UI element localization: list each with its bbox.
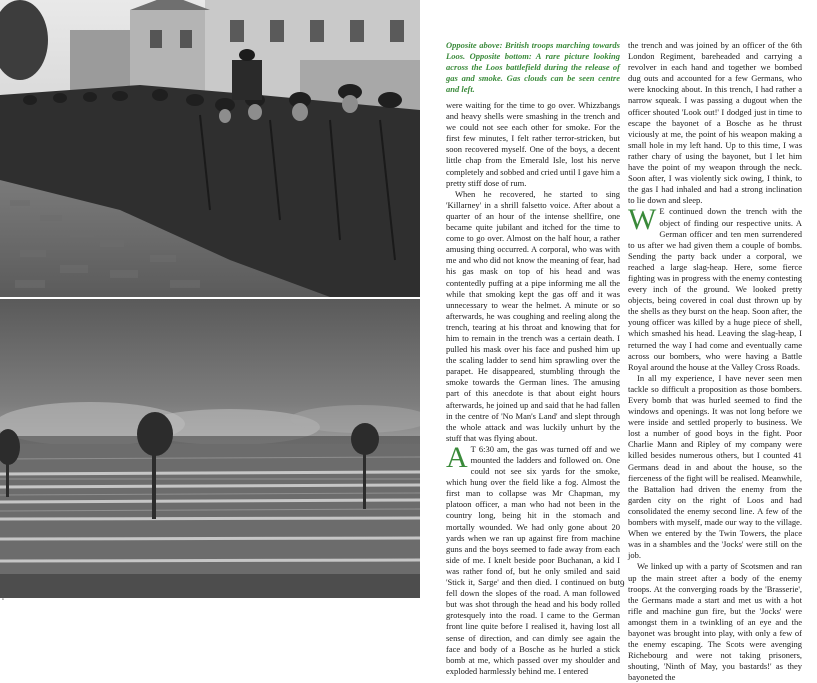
troops-marching-image xyxy=(0,0,420,297)
photo-loos-battlefield-gas xyxy=(0,299,420,598)
page-number: 9 xyxy=(620,579,625,589)
dropcap-a: A xyxy=(446,440,468,474)
left-paragraph-1: were waiting for the time to go over. Whizzbangs and heavy shells were smashing in the trench and we could not see each other for smoke. For the first few minutes, I felt rather terror-stricken, but soon recovered myself. One of the boys, a decent little chap from the Emerald Isle, lost his nerve completely and sobbed and cried until I gave him a pretty stiff dose of rum. xyxy=(446,100,620,188)
photo-troops-marching xyxy=(0,0,420,297)
right-paragraph-3: In all my experience, I have never seen men tackle so difficult a proposition as those bombers. Every bomb that was hurled seemed to find the windows and openings. It was not long before we were inside and settled properly to business. We lost a number of good boys in the fight. Poor Charlie Mann and Ripley of my company were killed besides numerous others, but I counted 41 Germans dead in and about the house, so the fierceness of the fight will be realised. Meanwhile, the Battalion had driven the enemy from the garden city on the right of Loos and had consolidated the enemy second line. A few of the bombers with myself, made our way to the village. When we entered by the Twin Towers, the place was in a shambles and the 'Jocks' were still on the job. xyxy=(628,372,802,561)
left-paragraph-2: When he recovered, he started to sing 'Killarney' in a shrill falsetto voice. After about a quarter of an hour of the intense shellfire, one became quite jubilant and itched for the time to come to go over. Almost on the half hour, a rather amusing thing occurred. A corporal, who was with me and who did not know the meaning of fear, had his gas mask on top of his head and was contentedly puffing at a pipe informing me all the while that smoking kept the gas off and it was unnecessary to wear the helmet. A minute or so afterwards, he was coughing and reeling along the trench, tearing at his throat and knowing that for him to remain in the trench was a certain death. I pulled his mask over his face and pushed him up the scaling ladder to send him sprawling over the parapet. He disappeared, stumbling through the smoke towards the German lines. The amusing part of this anecdote is that about eight hours afterwards, he joined up and said that he had fallen in the centre of 'No Man's Land' and slept through the whole attack and was luckily unhurt by the stuff that was flying about. xyxy=(446,188,620,443)
right-paragraph-1: the trench and was joined by an officer of the 6th London Regiment, bareheaded and carrying a revolver in each hand and together we bombed dug outs and accounted for a few Germans, who were knocking about. In this trench, I had rather a narrow squeak. I was passing a dugout when the officer shouted 'Look out!' I dodged just in time to escape the bayonet of a Bosche as he thrust viciously at me, the point of his weapon making a small hole in my left hand. Up to this time, I was rather chary of using the bayonet, but I let him have the point of my weapon through the neck. Soon after, I was violently sick owing, I think, to the gas I had inhaled and had a strong inclination to lie down and sleep. xyxy=(628,40,802,206)
battlefield-gas-image xyxy=(0,299,420,598)
text-column-right xyxy=(628,40,802,683)
photo-gutter xyxy=(420,0,423,603)
right-paragraph-2 xyxy=(628,203,802,372)
footer-mark: l xyxy=(2,594,4,602)
photo-caption: Opposite above: British troops marching towards Loos. Opposite bottom: A rare picture looking across the Loos battlefield during the release of gas and smoke. Gas clouds can be seen centre and left. xyxy=(446,40,620,94)
left-paragraph-3 xyxy=(446,440,620,677)
left-paragraph-3-text: T 6:30 am, the gas was turned off and we mounted the ladders and followed on. One could not see six yards for the smoke, which hung over the field like a fog. Almost the first man to collapse was Mr Chapman, my platoon officer, a man who had not been in the country long, being hit in the stomach and mortally wounded. We had only gone about 20 yards when we ran up against fire from machine guns and the boys seemed to fade away from each side of me. I knelt beside poor Buchanan, a kid I was rather fond of, but he only smiled and said 'Stick it, Sarge' and then died. I continued on but fell down the slopes of the road. A man followed but was shot through the head and his body rolled grotesquely into the road. I came to the German front line quite before I realised it, having lost all sense of direction, and can dimly see again the face and body of a Bosche as he hurled a stick bomb at me, which passed over my shoulder and exploded harmlessly behind me. I entered xyxy=(446,443,620,676)
text-column-left xyxy=(446,40,620,677)
right-paragraph-2-text: E continued down the trench with the object of finding our respective units. A German officer and ten men surrendered to us after we had given them a couple of bombs. Sending the party back under a corporal, we reached a large slag-heap. Here, some fierce fighting was in progress with the enemy contesting every inch of the ground. We looked pretty objects, being covered in coal dust thrown up by the shells as they burst on the heap. Soon after, the young officer was killed by a huge piece of shell, which smashed his head. Leaving the slag-heap, I returned the way I had come and eventually came across our bombers, who were having a Battle Royal around the house at the Valley Cross Roads. xyxy=(628,206,802,372)
right-paragraph-4: We linked up with a party of Scotsmen and ran up the main street after a body of the enemy troops. At the converging roads by the 'Brasserie', the Germans made a start and met us with a hot rifle and machine gun fire, but the 'Jocks' were amongst them in a twinkling of an eye and the bayonet was brought into play, with only a few of the enemy escaping. The Scots were avenging Richebourg and were not taking prisoners, shouting, 'Ninth of May, you bastards!' as they bayoneted the xyxy=(628,561,802,683)
dropcap-w: W xyxy=(628,203,657,237)
